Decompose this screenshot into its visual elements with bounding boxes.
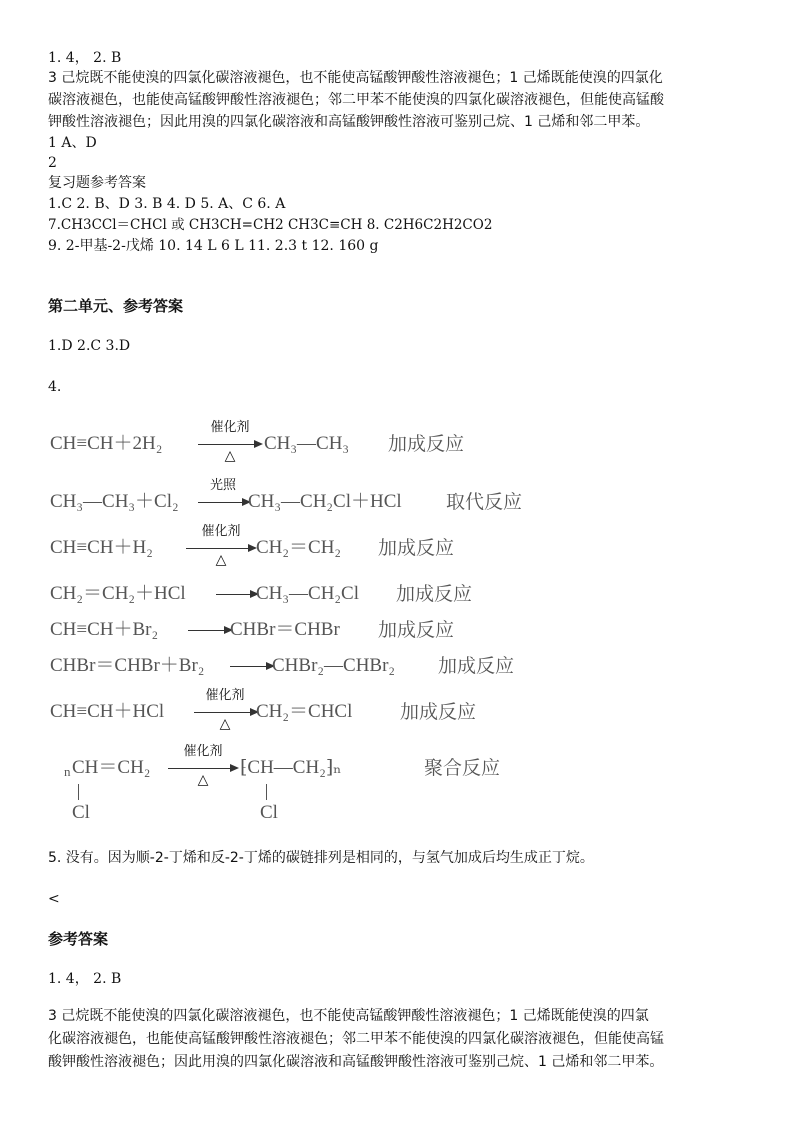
equation-reactants: CH≡CH＋2H₂ bbox=[50, 433, 163, 454]
answer-sub-2: 2 bbox=[48, 155, 57, 171]
equation-products: CH₂＝CHCl bbox=[256, 701, 353, 722]
equation-reactants: CH≡CH＋H₂ bbox=[50, 537, 153, 558]
unit2-heading: 第二单元、参考答案 bbox=[48, 297, 184, 315]
equation-4 bbox=[50, 572, 750, 612]
reaction-arrow bbox=[198, 480, 248, 520]
reaction-arrow bbox=[198, 422, 262, 462]
answer-line-3-cont-2: 钾酸性溶液褪色；因此用溴的四氯化碳溶液和高锰酸钾酸性溶液可鉴别己烷、1 己烯和邻二甲苯。 bbox=[48, 114, 650, 130]
substituent-cl: Cl bbox=[72, 802, 90, 823]
reaction-type: 加成反应 bbox=[388, 433, 465, 455]
reaction-condition: 催化剂 bbox=[201, 524, 241, 539]
reaction-condition: 光照 bbox=[209, 478, 236, 493]
equation-products: ⁅CH—CH₂⁆ₙ bbox=[240, 757, 342, 778]
reaction-type: 加成反应 bbox=[378, 537, 455, 559]
equation-7 bbox=[50, 690, 750, 730]
equation-reactants: CH₂＝CH₂＋HCl bbox=[50, 583, 186, 604]
reaction-arrow bbox=[168, 746, 238, 786]
reference-line-3: 3 己烷既不能使溴的四氯化碳溶液褪色，也不能使高锰酸钾酸性溶液褪色；1 己烯既能使溴的四氯 bbox=[48, 1008, 649, 1024]
question-4-label: 4. bbox=[48, 379, 62, 395]
unit2-answers: 1.D 2.C 3.D bbox=[48, 338, 131, 354]
question-5-answer: 5. 没有。因为顺-2-丁烯和反-2-丁烯的碳链排列是相同的，与氢气加成后均生成正丁烷。 bbox=[48, 850, 594, 866]
stray-symbol: < bbox=[48, 891, 60, 907]
equation-products: CHBr₂—CHBr₂ bbox=[272, 655, 396, 676]
equation-reactants: CH₃—CH₃＋Cl₂ bbox=[50, 491, 179, 512]
equation-5 bbox=[50, 608, 750, 648]
equation-3 bbox=[50, 526, 750, 566]
bond-line bbox=[266, 784, 267, 800]
reaction-condition: 催化剂 bbox=[205, 688, 245, 703]
equation-products: CHBr＝CHBr bbox=[230, 619, 340, 640]
reaction-arrow bbox=[216, 572, 256, 612]
equation-reactants: CH≡CH＋Br₂ bbox=[50, 619, 159, 640]
review-heading: 复习题参考答案 bbox=[48, 175, 146, 191]
review-answers-7-8: 7.CH3CCl＝CHCl 或 CH3CH=CH2 CH3C≡CH 8. C2H6C2H2CO2 bbox=[48, 217, 493, 233]
equation-products: CH₃—CH₂Cl＋HCl bbox=[248, 491, 402, 512]
answer-sub-1: 1 A、D bbox=[48, 135, 97, 151]
heat-symbol: △ bbox=[215, 552, 227, 568]
equation-products: CH₃—CH₃ bbox=[264, 433, 350, 454]
reaction-type: 取代反应 bbox=[446, 491, 523, 513]
reference-line-3-cont-2: 酸钾酸性溶液褪色；因此用溴的四氯化碳溶液和高锰酸钾酸性溶液可鉴别己烷、1 己烯和邻二甲苯。 bbox=[48, 1054, 664, 1070]
review-answers-1-6: 1.C 2. B、D 3. B 4. D 5. A、C 6. A bbox=[48, 196, 286, 212]
reaction-type: 加成反应 bbox=[378, 619, 455, 641]
reaction-type: 聚合反应 bbox=[424, 757, 501, 779]
reaction-condition: 催化剂 bbox=[210, 420, 250, 435]
equation-2 bbox=[50, 480, 750, 520]
reaction-arrow bbox=[230, 644, 272, 684]
equation-1 bbox=[50, 422, 750, 462]
heat-symbol: △ bbox=[219, 716, 231, 732]
equation-reactants: CH≡CH＋HCl bbox=[50, 701, 165, 722]
reaction-arrow bbox=[186, 526, 256, 566]
reaction-type: 加成反应 bbox=[396, 583, 473, 605]
reference-heading: 参考答案 bbox=[48, 930, 109, 948]
reaction-arrow bbox=[194, 690, 256, 730]
review-answers-9-12: 9. 2-甲基-2-戊烯 10. 14 L 6 L 11. 2.3 t 12. 160 g bbox=[48, 238, 379, 254]
reference-line-1: 1. 4， 2. B bbox=[48, 971, 122, 987]
bond-line bbox=[78, 784, 79, 800]
substituent-cl: Cl bbox=[260, 802, 278, 823]
equation-6 bbox=[50, 644, 750, 684]
answer-line-1: 1. 4， 2. B bbox=[48, 50, 122, 66]
equation-products: CH₂＝CH₂ bbox=[256, 537, 342, 558]
reference-line-3-cont-1: 化碳溶液褪色，也能使高锰酸钾酸性溶液褪色；邻二甲苯不能使溴的四氯化碳溶液褪色，但能使高锰 bbox=[48, 1031, 664, 1047]
heat-symbol: △ bbox=[197, 772, 209, 788]
answer-line-3: 3 己烷既不能使溴的四氯化碳溶液褪色，也不能使高锰酸钾酸性溶液褪色；1 己烯既能使溴的四氯化 bbox=[48, 70, 663, 86]
reaction-type: 加成反应 bbox=[438, 655, 515, 677]
polymer-n: n bbox=[64, 764, 71, 779]
equation-reactants: CH＝CH₂ bbox=[72, 757, 151, 778]
reaction-condition: 催化剂 bbox=[183, 744, 223, 759]
reaction-arrow bbox=[188, 608, 230, 648]
heat-symbol: △ bbox=[224, 448, 236, 464]
reaction-type: 加成反应 bbox=[400, 701, 477, 723]
equation-reactants: CHBr＝CHBr＋Br₂ bbox=[50, 655, 205, 676]
equation-polymerization bbox=[50, 746, 750, 826]
answer-line-3-cont-1: 碳溶液褪色，也能使高锰酸钾酸性溶液褪色；邻二甲苯不能使溴的四氯化碳溶液褪色，但能使高锰酸 bbox=[48, 92, 664, 108]
equation-products: CH₃—CH₂Cl bbox=[256, 583, 359, 604]
